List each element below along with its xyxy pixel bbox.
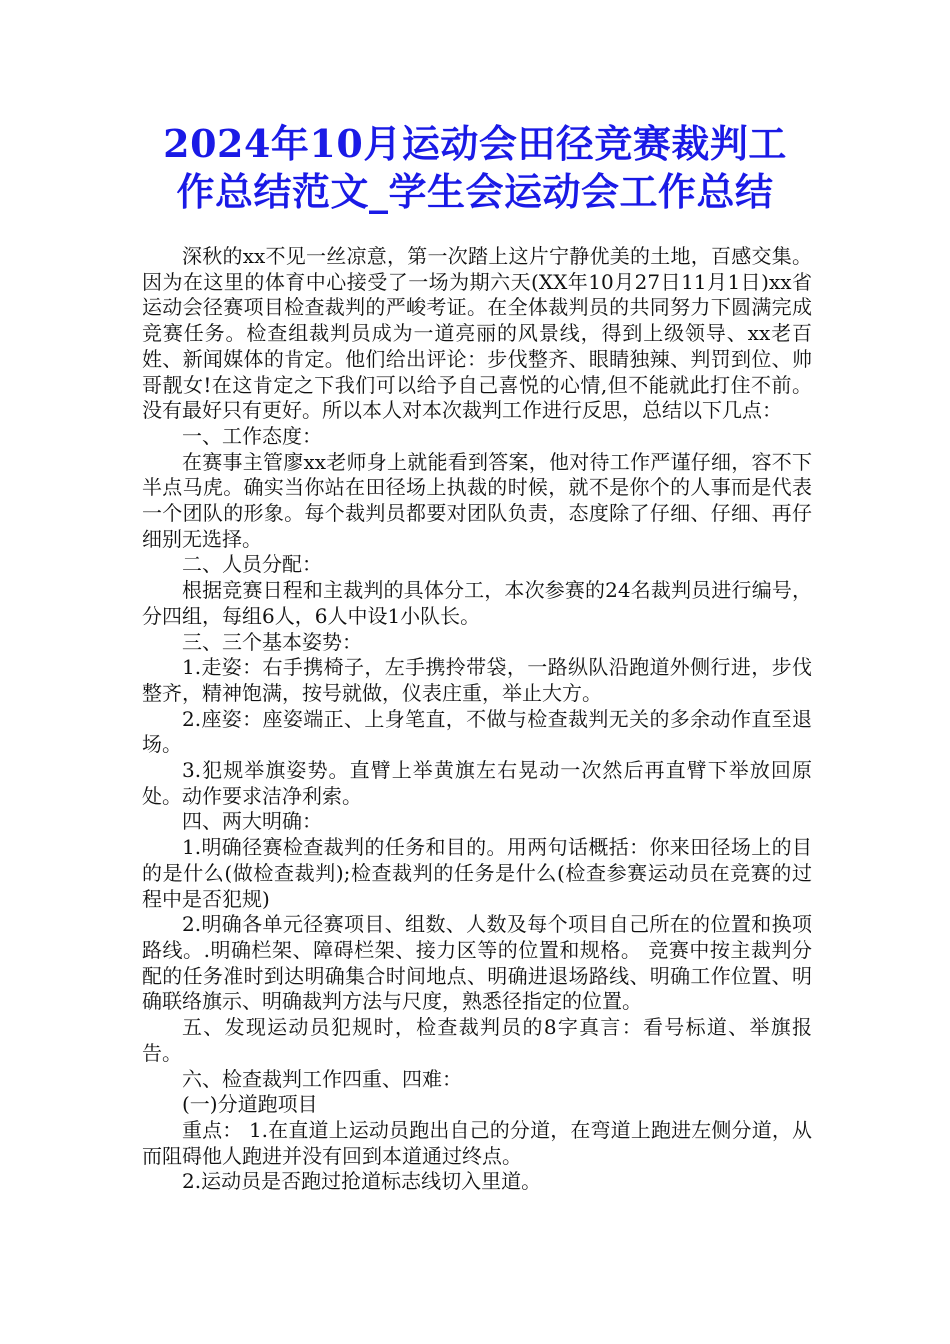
paragraph-sitting: 2.座姿：座姿端正、上身笔直，不做与检查裁判无关的多余动作直至退场。 bbox=[142, 706, 812, 757]
section-heading-4: 四、两大明确： bbox=[182, 809, 322, 834]
subsection-heading-lanes: (一)分道跑项目 bbox=[182, 1092, 318, 1117]
paragraph-flag: 3.犯规举旗姿势。直臂上举黄旗左右晃动一次然后再直臂下举放回原处。动作要求洁净利索。 bbox=[142, 758, 812, 808]
paragraph-key-point-1: 重点： 1.在直道上运动员跑出自己的分道，在弯道上跑进左侧分道，从而阻碍他人跑进并没有回到本道通过终点。 bbox=[142, 1117, 812, 1168]
section-heading-3: 三、三个基本姿势： bbox=[182, 629, 362, 654]
paragraph-staffing: 根据竞赛日程和主裁判的具体分工，本次参赛的24名裁判员进行编号，分四组，每组6人，6人中设1小队长。 bbox=[142, 578, 812, 628]
paragraph-positions: 2.明确各单元径赛项目、组数、人数及每个项目自己所在的位置和换项路线。.明确栏架、障碍栏架、接力区等的位置和规格。 竞赛中按主裁判分配的任务准时到达明确集合时间地点、明确进退场路线、明确工作位置、明确联络旗示、明确裁判方法与尺度，熟悉径指定的位置。 bbox=[142, 912, 812, 1014]
title-line-2: 作总结范文_学生会运动会工作总结 bbox=[176, 169, 774, 214]
paragraph-purpose: 1.明确径赛检查裁判的任务和目的。用两句话概括：你来田径场上的目的是什么(做检查裁判);检查裁判的任务是什么(检查参赛运动员在竞赛的过程中是否犯规) bbox=[142, 835, 812, 911]
title-line-1: 2024年10月运动会田径竞赛裁判工 bbox=[163, 121, 787, 166]
paragraph-key-point-2: 2.运动员是否跑过抢道标志线切入里道。 bbox=[182, 1169, 542, 1194]
section-heading-5: 五、发现运动员犯规时，检查裁判员的8字真言：看号标道、举旗报告。 bbox=[142, 1015, 812, 1065]
paragraph-attitude: 在赛事主管廖xx老师身上就能看到答案，他对待工作严谨仔细，容不下半点马虎。确实当你站在田径场上执裁的时候，就不是你个的人事而是代表一个团队的形象。每个裁判员都要对团队负责，态度除了仔细、仔细、再仔细别无选择。 bbox=[142, 449, 812, 551]
section-heading-6: 六、检查裁判工作四重、四难： bbox=[182, 1066, 462, 1091]
section-heading-2: 二、人员分配： bbox=[182, 552, 322, 577]
document-body bbox=[142, 244, 812, 1195]
paragraph-intro: 深秋的xx不见一丝凉意，第一次踏上这片宁静优美的土地，百感交集。因为在这里的体育中心接受了一场为期六天(XX年10月27日11月1日)xx省运动会径赛项目检查裁判的严峻考证。在全体裁判员的共同努力下圆满完成竞赛任务。检查组裁判员成为一道亮丽的风景线，得到上级领导、xx老百姓、新闻媒体的肯定。他们给出评论：步伐整齐、眼睛独辣、判罚到位、帅哥靓女!在这肯定之下我们可以给予自己喜悦的心情,但不能就此打住不前。没有最好只有更好。所以本人对本次裁判工作进行反思，总结以下几点： bbox=[142, 244, 812, 423]
section-heading-1: 一、工作态度： bbox=[182, 423, 322, 448]
paragraph-walking: 1.走姿：右手携椅子，左手携拎带袋，一路纵队沿跑道外侧行进，步伐整齐，精神饱满，按号就做，仪表庄重，举止大方。 bbox=[142, 655, 812, 705]
document-title bbox=[100, 120, 850, 216]
